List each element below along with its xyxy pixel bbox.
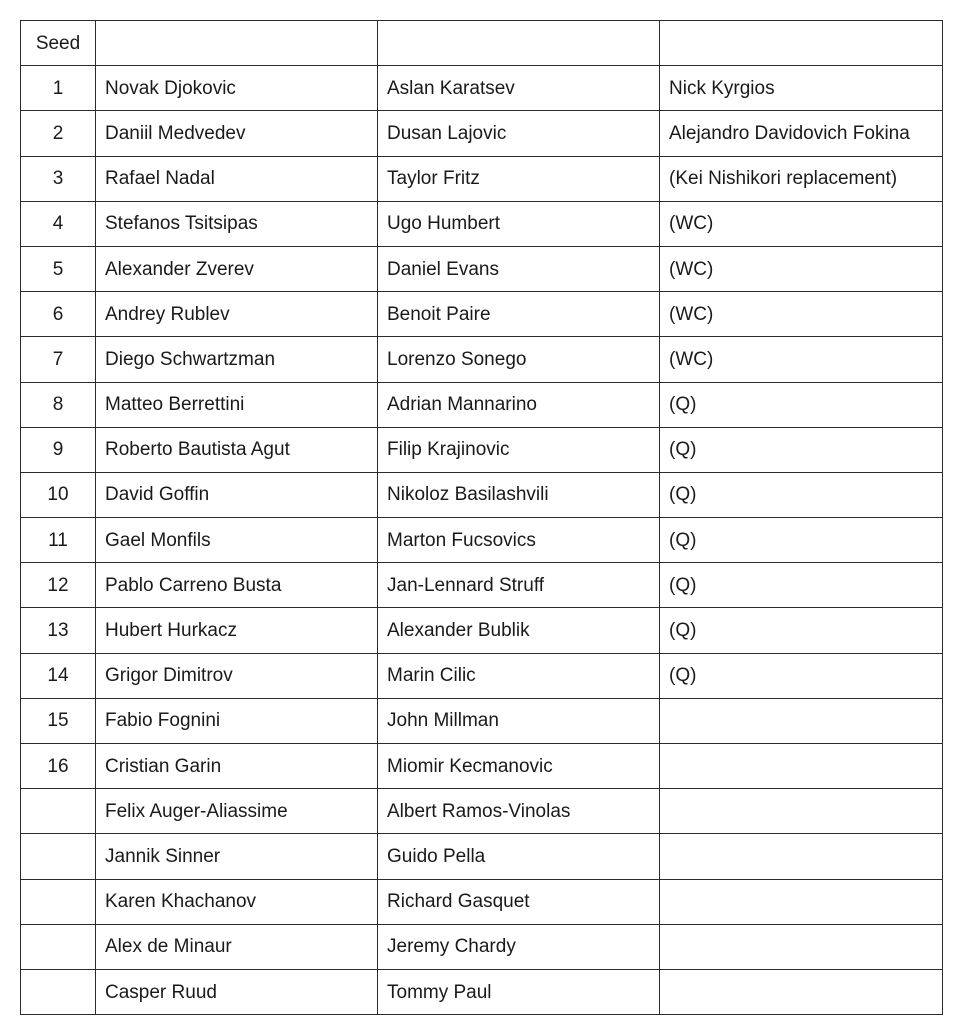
table-row [21, 382, 943, 427]
player-cell-col1: Gael Monfils [96, 518, 378, 563]
player-cell-col3 [660, 969, 943, 1014]
table-row [21, 201, 943, 246]
header-cell-col2 [378, 21, 660, 66]
player-cell-col3: Nick Kyrgios [660, 66, 943, 111]
player-cell-col1: Fabio Fognini [96, 698, 378, 743]
seed-cell: 5 [21, 246, 96, 291]
seed-cell: 15 [21, 698, 96, 743]
table-row [21, 66, 943, 111]
player-cell-col2: Taylor Fritz [378, 156, 660, 201]
player-cell-col3: (Q) [660, 472, 943, 517]
table-row [21, 789, 943, 834]
player-cell-col3: (WC) [660, 292, 943, 337]
player-cell-col2: John Millman [378, 698, 660, 743]
player-cell-col2: Aslan Karatsev [378, 66, 660, 111]
player-cell-col3 [660, 744, 943, 789]
player-cell-col2: Daniel Evans [378, 246, 660, 291]
seeding-table [20, 20, 943, 1015]
player-cell-col3: (Q) [660, 427, 943, 472]
player-cell-col2: Alexander Bublik [378, 608, 660, 653]
header-row [21, 21, 943, 66]
header-cell-col1 [96, 21, 378, 66]
table-row [21, 337, 943, 382]
seed-cell: 14 [21, 653, 96, 698]
player-cell-col3: (Q) [660, 518, 943, 563]
player-cell-col3 [660, 698, 943, 743]
player-cell-col3 [660, 924, 943, 969]
seed-cell [21, 879, 96, 924]
player-cell-col3: (Q) [660, 563, 943, 608]
player-cell-col3: (Q) [660, 653, 943, 698]
player-cell-col2: Jan-Lennard Struff [378, 563, 660, 608]
table-body [21, 21, 943, 1015]
player-cell-col2: Guido Pella [378, 834, 660, 879]
player-cell-col3 [660, 789, 943, 834]
table-row [21, 292, 943, 337]
player-cell-col2: Richard Gasquet [378, 879, 660, 924]
player-cell-col2: Adrian Mannarino [378, 382, 660, 427]
player-cell-col1: Karen Khachanov [96, 879, 378, 924]
player-cell-col2: Nikoloz Basilashvili [378, 472, 660, 517]
player-cell-col1: Alexander Zverev [96, 246, 378, 291]
player-cell-col2: Lorenzo Sonego [378, 337, 660, 382]
player-cell-col3: (WC) [660, 337, 943, 382]
player-cell-col1: Rafael Nadal [96, 156, 378, 201]
seed-cell: 8 [21, 382, 96, 427]
seed-cell: 4 [21, 201, 96, 246]
player-cell-col3: Alejandro Davidovich Fokina [660, 111, 943, 156]
seed-cell: 11 [21, 518, 96, 563]
player-cell-col2: Filip Krajinovic [378, 427, 660, 472]
table-row [21, 834, 943, 879]
player-cell-col3 [660, 879, 943, 924]
player-cell-col2: Miomir Kecmanovic [378, 744, 660, 789]
player-cell-col2: Jeremy Chardy [378, 924, 660, 969]
table-row [21, 472, 943, 517]
player-cell-col3: (WC) [660, 201, 943, 246]
table-row [21, 563, 943, 608]
player-cell-col1: Roberto Bautista Agut [96, 427, 378, 472]
header-cell-seed: Seed [21, 21, 96, 66]
seed-cell [21, 969, 96, 1014]
table-row [21, 518, 943, 563]
seed-cell: 16 [21, 744, 96, 789]
player-cell-col1: Grigor Dimitrov [96, 653, 378, 698]
player-cell-col2: Marin Cilic [378, 653, 660, 698]
player-cell-col2: Ugo Humbert [378, 201, 660, 246]
player-cell-col1: Cristian Garin [96, 744, 378, 789]
player-cell-col2: Benoit Paire [378, 292, 660, 337]
player-cell-col1: Jannik Sinner [96, 834, 378, 879]
seed-cell: 10 [21, 472, 96, 517]
seed-cell: 7 [21, 337, 96, 382]
player-cell-col1: Novak Djokovic [96, 66, 378, 111]
player-cell-col1: Casper Ruud [96, 969, 378, 1014]
player-cell-col1: Diego Schwartzman [96, 337, 378, 382]
player-cell-col3: (Q) [660, 608, 943, 653]
seed-cell [21, 924, 96, 969]
seed-cell: 1 [21, 66, 96, 111]
player-cell-col1: Alex de Minaur [96, 924, 378, 969]
player-cell-col1: Matteo Berrettini [96, 382, 378, 427]
player-cell-col1: Stefanos Tsitsipas [96, 201, 378, 246]
table-row [21, 924, 943, 969]
table-row [21, 427, 943, 472]
seed-cell: 6 [21, 292, 96, 337]
player-cell-col1: Andrey Rublev [96, 292, 378, 337]
player-cell-col2: Marton Fucsovics [378, 518, 660, 563]
seed-cell [21, 789, 96, 834]
table-row [21, 879, 943, 924]
player-cell-col2: Tommy Paul [378, 969, 660, 1014]
player-cell-col1: Daniil Medvedev [96, 111, 378, 156]
table-row [21, 111, 943, 156]
seed-cell: 13 [21, 608, 96, 653]
seed-cell: 2 [21, 111, 96, 156]
table-row [21, 744, 943, 789]
table-row [21, 608, 943, 653]
player-cell-col3: (Q) [660, 382, 943, 427]
seed-cell: 12 [21, 563, 96, 608]
seed-cell: 3 [21, 156, 96, 201]
seed-cell: 9 [21, 427, 96, 472]
seeding-table-container [20, 20, 943, 1015]
player-cell-col1: Hubert Hurkacz [96, 608, 378, 653]
player-cell-col2: Dusan Lajovic [378, 111, 660, 156]
player-cell-col2: Albert Ramos-Vinolas [378, 789, 660, 834]
player-cell-col1: Pablo Carreno Busta [96, 563, 378, 608]
player-cell-col3 [660, 834, 943, 879]
table-row [21, 969, 943, 1014]
player-cell-col3: (Kei Nishikori replacement) [660, 156, 943, 201]
player-cell-col3: (WC) [660, 246, 943, 291]
player-cell-col1: Felix Auger-Aliassime [96, 789, 378, 834]
table-row [21, 698, 943, 743]
table-row [21, 246, 943, 291]
header-cell-col3 [660, 21, 943, 66]
seed-cell [21, 834, 96, 879]
table-row [21, 653, 943, 698]
player-cell-col1: David Goffin [96, 472, 378, 517]
table-row [21, 156, 943, 201]
